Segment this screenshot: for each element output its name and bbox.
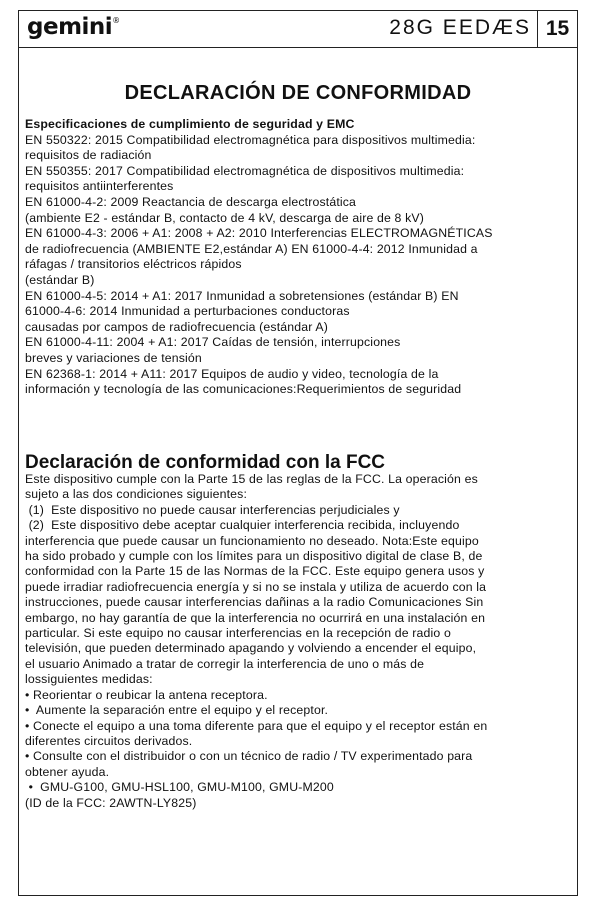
fcc-line: ha sido probado y cumple con los límites para un dispositivo digital de clase B, de [25,549,483,564]
fcc-line: interferencia que puede causar un funcionamiento no deseado. Nota:Este equipo [25,533,479,548]
fcc-bullet: • GMU-G100, GMU-HSL100, GMU-M100, GMU-M200 [25,780,334,795]
declaration-line: ráfagas / transitorios eléctricos rápidos [25,257,242,272]
fcc-title: Declaración de conformidad con la FCC [25,452,386,473]
fcc-line: lossiguientes medidas: [25,672,153,687]
model-name: 28G EEDÆS [389,16,531,39]
fcc-line: instrucciones, puede causar interferencias dañinas a la radio Comunicaciones Sin [25,595,484,610]
declaration-line: (estándar B) [25,272,95,287]
page-frame [18,10,578,896]
brand-logo: gemini® [27,14,120,40]
fcc-line: el usuario Animado a tratar de corregir la interferencia de uno o más de [25,656,425,671]
fcc-line: obtener ayuda. [25,764,110,779]
declaration-line: de radiofrecuencia (AMBIENTE E2,estándar A) EN 61000-4-4: 2012 Inmunidad a [25,241,478,256]
declaration-line: EN 61000-4-3: 2006 + A1: 2008 + A2: 2010 Interferencias ELECTROMAGNÉTICAS [25,226,493,241]
fcc-line: sujeto a las dos condiciones siguientes: [25,487,248,502]
fcc-bullet: • Conecte el equipo a una toma diferente para que el equipo y el receptor están en [25,718,488,733]
declaration-line: EN 62368-1: 2014 + A11: 2017 Equipos de audio y video, tecnología de la [25,366,439,381]
fcc-line: particular. Si este equipo no causar interferencias en la recepción de radio o [25,626,451,641]
fcc-body [25,472,573,811]
page-number: 15 [537,11,577,47]
declaration-body [25,117,573,398]
fcc-bullet: • Aumente la separación entre el equipo y el receptor. [25,703,329,718]
declaration-line: (ambiente E2 - estándar B, contacto de 4 kV, descarga de aire de 8 kV) [25,210,424,225]
fcc-line: (1) Este dispositivo no puede causar interferencias perjudiciales y [25,502,400,517]
fcc-bullet: • Consulte con el distribuidor o con un técnico de radio / TV experimentado para [25,749,473,764]
fcc-line: Este dispositivo cumple con la Parte 15 de las reglas de la FCC. La operación es [25,472,478,486]
declaration-line: EN 61000-4-5: 2014 + A1: 2017 Inmunidad a sobretensiones (estándar B) EN [25,288,459,303]
fcc-line: embargo, no hay garantía de que la interferencia no ocurrirá en una instalación en [25,610,486,625]
declaration-line: causadas por campos de radiofrecuencia (estándar A) [25,319,328,334]
declaration-line: breves y variaciones de tensión [25,350,202,365]
declaration-line: EN 61000-4-2: 2009 Reactancia de descarga electrostática [25,194,357,209]
declaration-line: EN 61000-4-11: 2004 + A1: 2017 Caídas de tensión, interrupciones [25,335,401,350]
declaration-title: DECLARACIÓN DE CONFORMIDAD [124,82,472,104]
declaration-line: EN 550355: 2017 Compatibilidad electromagnética de dispositivos multimedia: [25,163,465,178]
fcc-bullet: • Reorientar o reubicar la antena receptora. [25,687,268,702]
fcc-line: televisión, que pueden determinado apagando y volviendo a encender el equipo, [25,641,477,656]
page-header [19,11,577,48]
declaration-subtitle: Especificaciones de cumplimiento de seguridad y EMC [25,117,355,131]
declaration-line: 61000-4-6: 2014 Inmunidad a perturbaciones conductoras [25,304,350,319]
fcc-id: (ID de la FCC: 2AWTN-LY825) [25,795,197,810]
fcc-line: puede irradiar radiofrecuencia energía y si no se instala y utiliza de acuerdo con la [25,579,487,594]
declaration-line: información y tecnología de las comunicaciones:Requerimientos de seguridad [25,382,462,397]
fcc-line: conformidad con la Parte 15 de las Normas de la FCC. Este equipo genera usos y [25,564,485,579]
declaration-line: requisitos antiinterferentes [25,179,174,194]
declaration-line: EN 550322: 2015 Compatibilidad electromagnética para dispositivos multimedia: [25,132,476,147]
fcc-line: (2) Este dispositivo debe aceptar cualquier interferencia recibida, incluyendo [25,518,460,533]
declaration-line: requisitos de radiación [25,148,152,163]
fcc-line: diferentes circuitos derivados. [25,733,193,748]
